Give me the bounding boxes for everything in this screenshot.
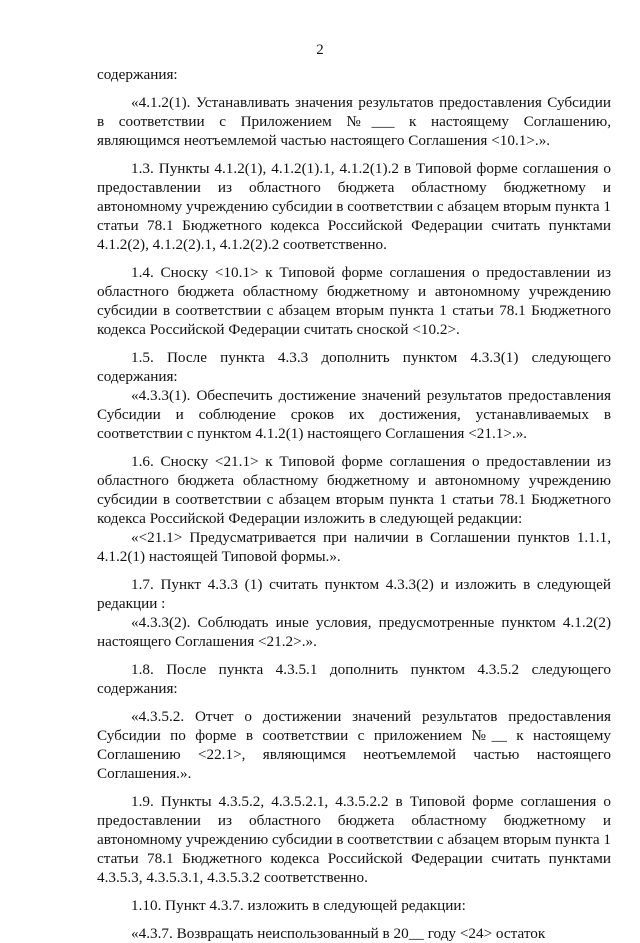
- paragraph-1-7: 1.7. Пункт 4.3.3 (1) считать пунктом 4.3.3(2) и изложить в следующей редакции :: [97, 576, 611, 612]
- paragraph-1-4: 1.4. Сноску <10.1> к Типовой форме соглашения о предоставлении из областного бюджета областному бюджетному и автономному учреждению субсидии в соответствии с абзацем вторым пункта 1 статьи 78.1 Бюджетного кодекса Российской Федерации считать сноской <10.2>.: [97, 264, 611, 338]
- paragraph-1-5: 1.5. После пункта 4.3.3 дополнить пунктом 4.3.3(1) следующего содержания:: [97, 349, 611, 385]
- quoted-footnote-21-1: «<21.1> Предусматривается при наличии в Соглашении пунктов 1.1.1, 4.1.2(1) настоящей Типовой формы.».: [97, 529, 611, 565]
- quoted-clause-4-3-3-2: «4.3.3(2). Соблюдать иные условия, предусмотренные пунктом 4.1.2(2) настоящего Соглашения <21.2>.».: [97, 614, 611, 650]
- page-number: 2: [316, 42, 324, 58]
- paragraph-continuation: содержания:: [97, 66, 178, 83]
- paragraph-1-10: 1.10. Пункт 4.3.7. изложить в следующей редакции:: [131, 897, 466, 914]
- document-body: [97, 65, 611, 943]
- paragraph-1-9: 1.9. Пункты 4.3.5.2, 4.3.5.2.1, 4.3.5.2.2 в Типовой форме соглашения о предоставлении из областного бюджета областному бюджетному и автономному учреждению субсидии в соответствии с абзацем вторым пункта 1 статьи 78.1 Бюджетного кодекса Российской Федерации считать пунктами 4.3.5.3, 4.3.5.3.1, 4.3.5.3.2 соответственно.: [97, 793, 611, 886]
- quoted-clause-4-3-7: «4.3.7. Возвращать неиспользованный в 20__ году <24> остаток: [131, 925, 546, 942]
- quoted-clause-4-3-5-2: «4.3.5.2. Отчет о достижении значений результатов предоставления Субсидии по форме в соответствии с приложением №__ к настоящему Соглашению <22.1>, являющимся неотъемлемой частью настоящего Соглашения.».: [97, 708, 611, 782]
- paragraph-1-3: 1.3. Пункты 4.1.2(1), 4.1.2(1).1, 4.1.2(1).2 в Типовой форме соглашения о предоставлении из областного бюджета областному бюджетному и автономному учреждению субсидии в соответствии с абзацем вторым пункта 1 статьи 78.1 Бюджетного кодекса Российской Федерации считать пунктами 4.1.2(2), 4.1.2(2).1, 4.1.2(2).2 соответственно.: [97, 160, 611, 253]
- quoted-clause-4-3-3-1: «4.3.3(1). Обеспечить достижение значений результатов предоставления Субсидии и соблюдение сроков их достижения, устанавливаемых в соответствии с пунктом 4.1.2(1) настоящего Соглашения <21.1>.».: [97, 387, 611, 442]
- paragraph-1-6: 1.6. Сноску <21.1> к Типовой форме соглашения о предоставлении из областного бюджета областному бюджетному и автономному учреждению субсидии в соответствии с абзацем вторым пункта 1 статьи 78.1 Бюджетного кодекса Российской Федерации изложить в следующей редакции:: [97, 453, 611, 527]
- quoted-clause-4-1-2-1: «4.1.2(1). Устанавливать значения результатов предоставления Субсидии в соответствии с Приложением №___ к настоящему Соглашению, являющимся неотъемлемой частью настоящего Соглашения <10.1>.».: [97, 94, 611, 149]
- paragraph-1-8: 1.8. После пункта 4.3.5.1 дополнить пунктом 4.3.5.2 следующего содержания:: [97, 661, 611, 697]
